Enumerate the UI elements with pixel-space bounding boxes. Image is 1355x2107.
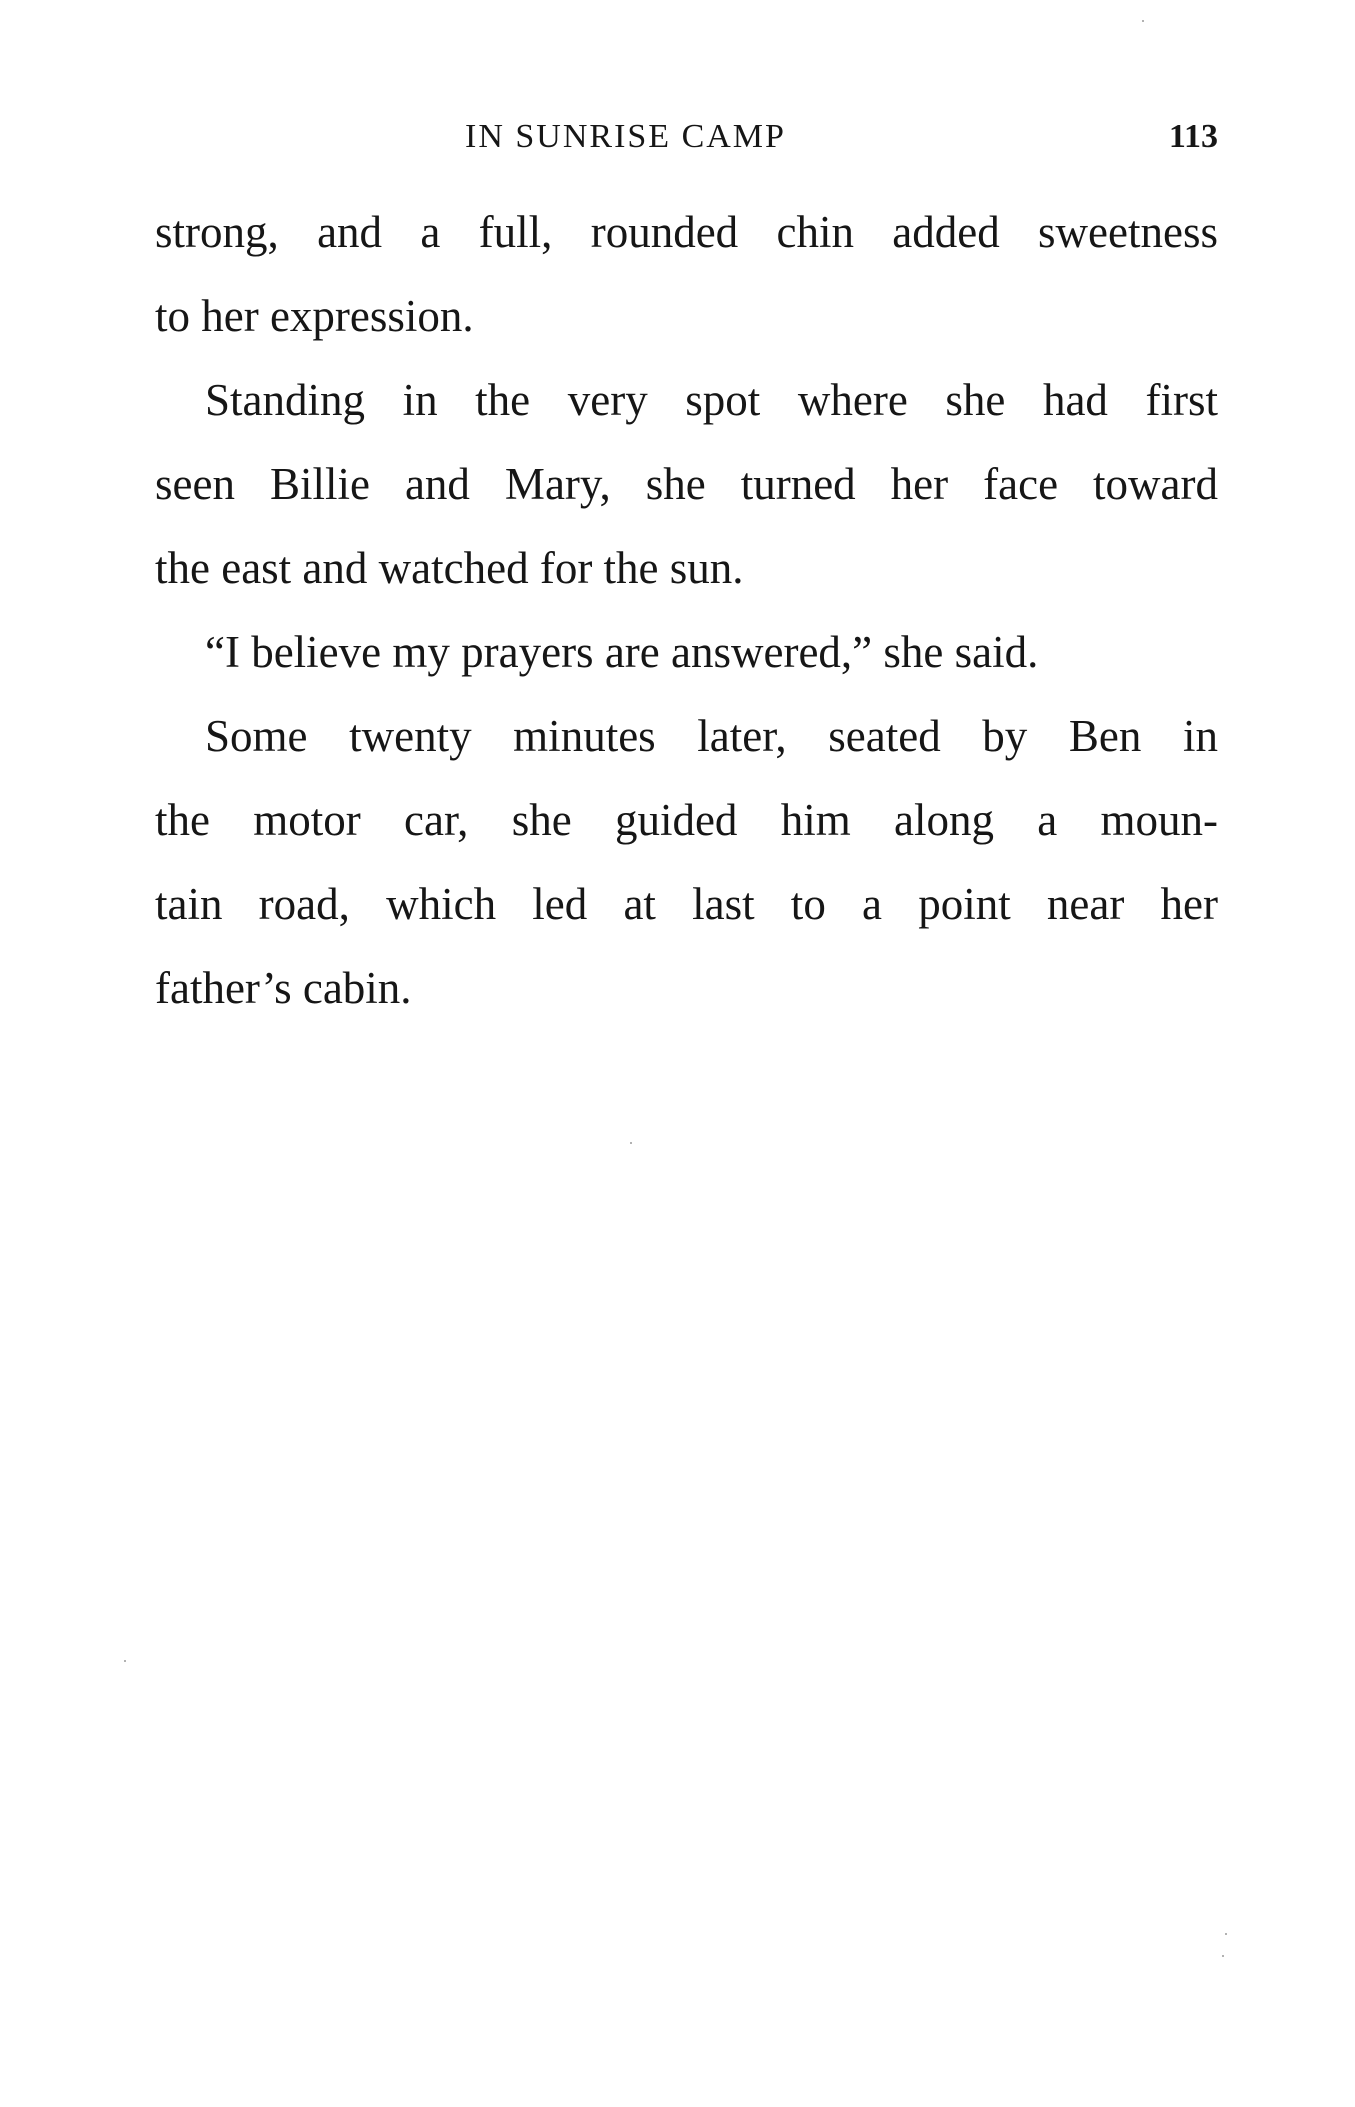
- text-line: tain road, which led at last to a point near her: [155, 879, 1218, 929]
- text-line: “I believe my prayers are answered,” she said.: [205, 627, 1039, 677]
- text-line: to her expression.: [155, 291, 474, 341]
- text-line: Some twenty minutes later, seated by Ben in: [205, 711, 1218, 761]
- scan-speck: [1225, 1933, 1227, 1935]
- paragraph: [155, 358, 1218, 610]
- page-number: 113: [1168, 118, 1218, 155]
- running-title: IN SUNRISE CAMP: [465, 118, 786, 155]
- running-head: [155, 118, 1218, 168]
- paragraph: [155, 610, 1218, 694]
- text-line: the motor car, she guided him along a moun-: [155, 795, 1218, 845]
- text-line: father’s cabin.: [155, 963, 412, 1013]
- text-line: Standing in the very spot where she had first: [205, 375, 1218, 425]
- paragraph: [155, 190, 1218, 358]
- scan-speck: [630, 1142, 632, 1144]
- body-text: [155, 190, 1218, 1030]
- scan-speck: [1142, 20, 1144, 22]
- text-line: seen Billie and Mary, she turned her face toward: [155, 459, 1218, 509]
- paragraph: [155, 694, 1218, 1030]
- text-line: strong, and a full, rounded chin added sweetness: [155, 207, 1218, 257]
- scan-speck: [1222, 1955, 1224, 1957]
- text-line: the east and watched for the sun.: [155, 543, 744, 593]
- scan-speck: [124, 1660, 126, 1662]
